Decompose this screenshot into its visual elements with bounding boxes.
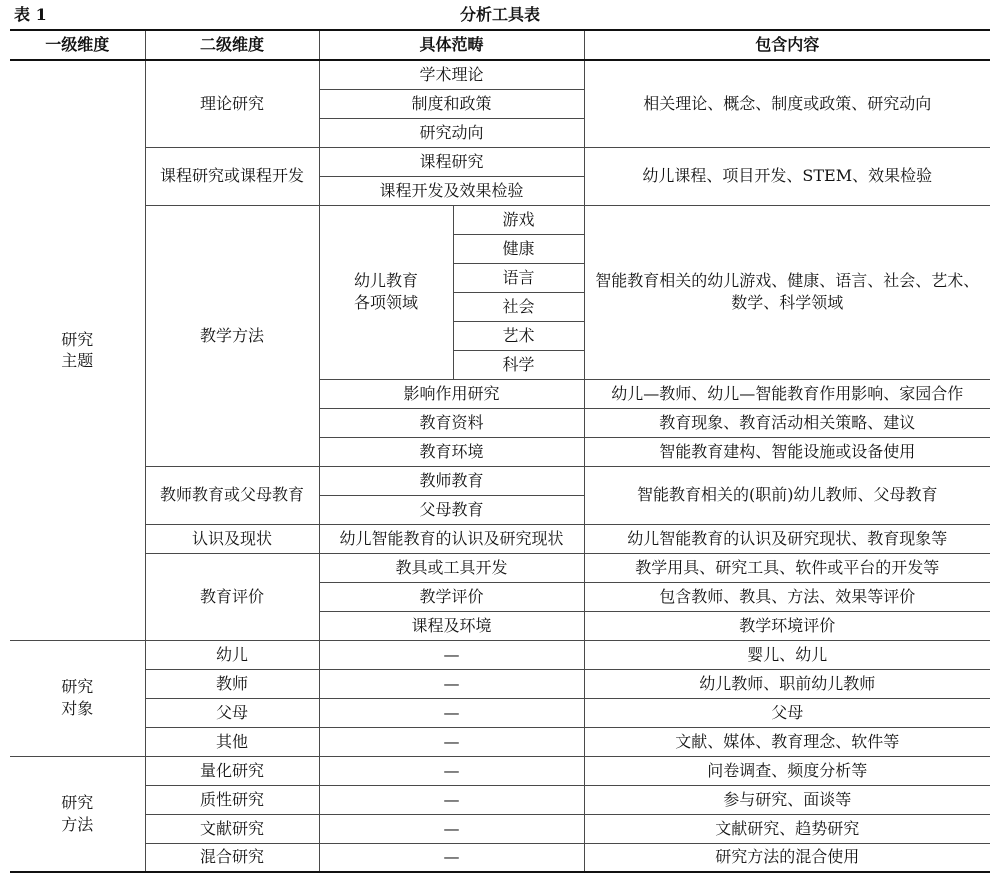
content-cell: 智能教育相关的(职前)幼儿教师、父母教育 — [584, 466, 990, 524]
group-method: 研究 方法 — [10, 756, 145, 872]
dim2-cell: 教师 — [145, 669, 319, 698]
scope-cell: — — [319, 727, 584, 756]
content-cell: 幼儿智能教育的认识及研究现状、教育现象等 — [584, 524, 990, 553]
scope-cell: 教学评价 — [319, 582, 584, 611]
scope-cell: 父母教育 — [319, 495, 584, 524]
header-dim1: 一级维度 — [10, 30, 145, 60]
group-topic: 研究 主题 — [10, 60, 145, 640]
group-object: 研究 对象 — [10, 640, 145, 756]
field-cell: 幼儿教育 各项领域 — [319, 205, 453, 379]
content-cell: 幼儿—教师、幼儿—智能教育作用影响、家园合作 — [584, 379, 990, 408]
scope-cell: 研究动向 — [319, 118, 584, 147]
dim2-cell: 幼儿 — [145, 640, 319, 669]
table-row — [10, 147, 990, 176]
table-row — [10, 756, 990, 785]
content-cell: 幼儿课程、项目开发、STEM、效果检验 — [584, 147, 990, 205]
table-row — [10, 785, 990, 814]
table-row — [10, 60, 990, 89]
dim2-cell: 教师教育或父母教育 — [145, 466, 319, 524]
table-row — [10, 843, 990, 872]
dim2-cell: 教育评价 — [145, 553, 319, 640]
scope-cell: 幼儿智能教育的认识及研究现状 — [319, 524, 584, 553]
dim2-cell: 其他 — [145, 727, 319, 756]
dim2-cell: 课程研究或课程开发 — [145, 147, 319, 205]
scope-cell: — — [319, 698, 584, 727]
table-row — [10, 640, 990, 669]
content-cell: 包含教师、教具、方法、效果等评价 — [584, 582, 990, 611]
scope-cell: 教具或工具开发 — [319, 553, 584, 582]
content-cell: 教学用具、研究工具、软件或平台的开发等 — [584, 553, 990, 582]
table-row — [10, 466, 990, 495]
sub-field-cell: 科学 — [453, 350, 584, 379]
scope-cell: 教师教育 — [319, 466, 584, 495]
dim2-cell: 文献研究 — [145, 814, 319, 843]
sub-field-cell: 游戏 — [453, 205, 584, 234]
header-content: 包含内容 — [584, 30, 990, 60]
table-row — [10, 669, 990, 698]
content-cell: 文献研究、趋势研究 — [584, 814, 990, 843]
scope-cell: 教育资料 — [319, 408, 584, 437]
analysis-table — [10, 29, 990, 873]
dim2-cell: 理论研究 — [145, 60, 319, 147]
scope-cell: 教育环境 — [319, 437, 584, 466]
dim2-cell: 混合研究 — [145, 843, 319, 872]
scope-cell: 影响作用研究 — [319, 379, 584, 408]
content-cell: 研究方法的混合使用 — [584, 843, 990, 872]
table-label: 表 1 — [14, 5, 47, 24]
content-cell: 婴儿、幼儿 — [584, 640, 990, 669]
content-cell: 相关理论、概念、制度或政策、研究动向 — [584, 60, 990, 147]
scope-cell: 学术理论 — [319, 60, 584, 89]
sub-field-cell: 社会 — [453, 292, 584, 321]
table-row — [10, 524, 990, 553]
dim2-cell: 认识及现状 — [145, 524, 319, 553]
content-cell: 幼儿教师、职前幼儿教师 — [584, 669, 990, 698]
content-cell: 智能教育相关的幼儿游戏、健康、语言、社会、艺术、 数学、科学领域 — [584, 205, 990, 379]
scope-cell: — — [319, 669, 584, 698]
scope-cell: 课程研究 — [319, 147, 584, 176]
scope-cell: — — [319, 756, 584, 785]
content-cell: 文献、媒体、教育理念、软件等 — [584, 727, 990, 756]
header-dim2: 二级维度 — [145, 30, 319, 60]
table-row — [10, 814, 990, 843]
sub-field-cell: 语言 — [453, 263, 584, 292]
content-cell: 教学环境评价 — [584, 611, 990, 640]
dim2-cell: 父母 — [145, 698, 319, 727]
scope-cell: — — [319, 640, 584, 669]
header-scope: 具体范畴 — [319, 30, 584, 60]
content-cell: 问卷调查、频度分析等 — [584, 756, 990, 785]
scope-cell: — — [319, 814, 584, 843]
content-cell: 父母 — [584, 698, 990, 727]
table-row — [10, 727, 990, 756]
scope-cell: 制度和政策 — [319, 89, 584, 118]
scope-cell: — — [319, 843, 584, 872]
scope-cell: 课程开发及效果检验 — [319, 176, 584, 205]
table-row — [10, 698, 990, 727]
content-cell: 教育现象、教育活动相关策略、建议 — [584, 408, 990, 437]
table-row — [10, 205, 990, 234]
content-cell: 参与研究、面谈等 — [584, 785, 990, 814]
sub-field-cell: 健康 — [453, 234, 584, 263]
scope-cell: 课程及环境 — [319, 611, 584, 640]
dim2-cell: 质性研究 — [145, 785, 319, 814]
scope-cell: — — [319, 785, 584, 814]
header-row — [10, 30, 990, 60]
table-title: 分析工具表 — [459, 5, 540, 24]
table-row — [10, 553, 990, 582]
content-cell: 智能教育建构、智能设施或设备使用 — [584, 437, 990, 466]
sub-field-cell: 艺术 — [453, 321, 584, 350]
dim2-cell: 量化研究 — [145, 756, 319, 785]
dim2-cell: 教学方法 — [145, 205, 319, 466]
